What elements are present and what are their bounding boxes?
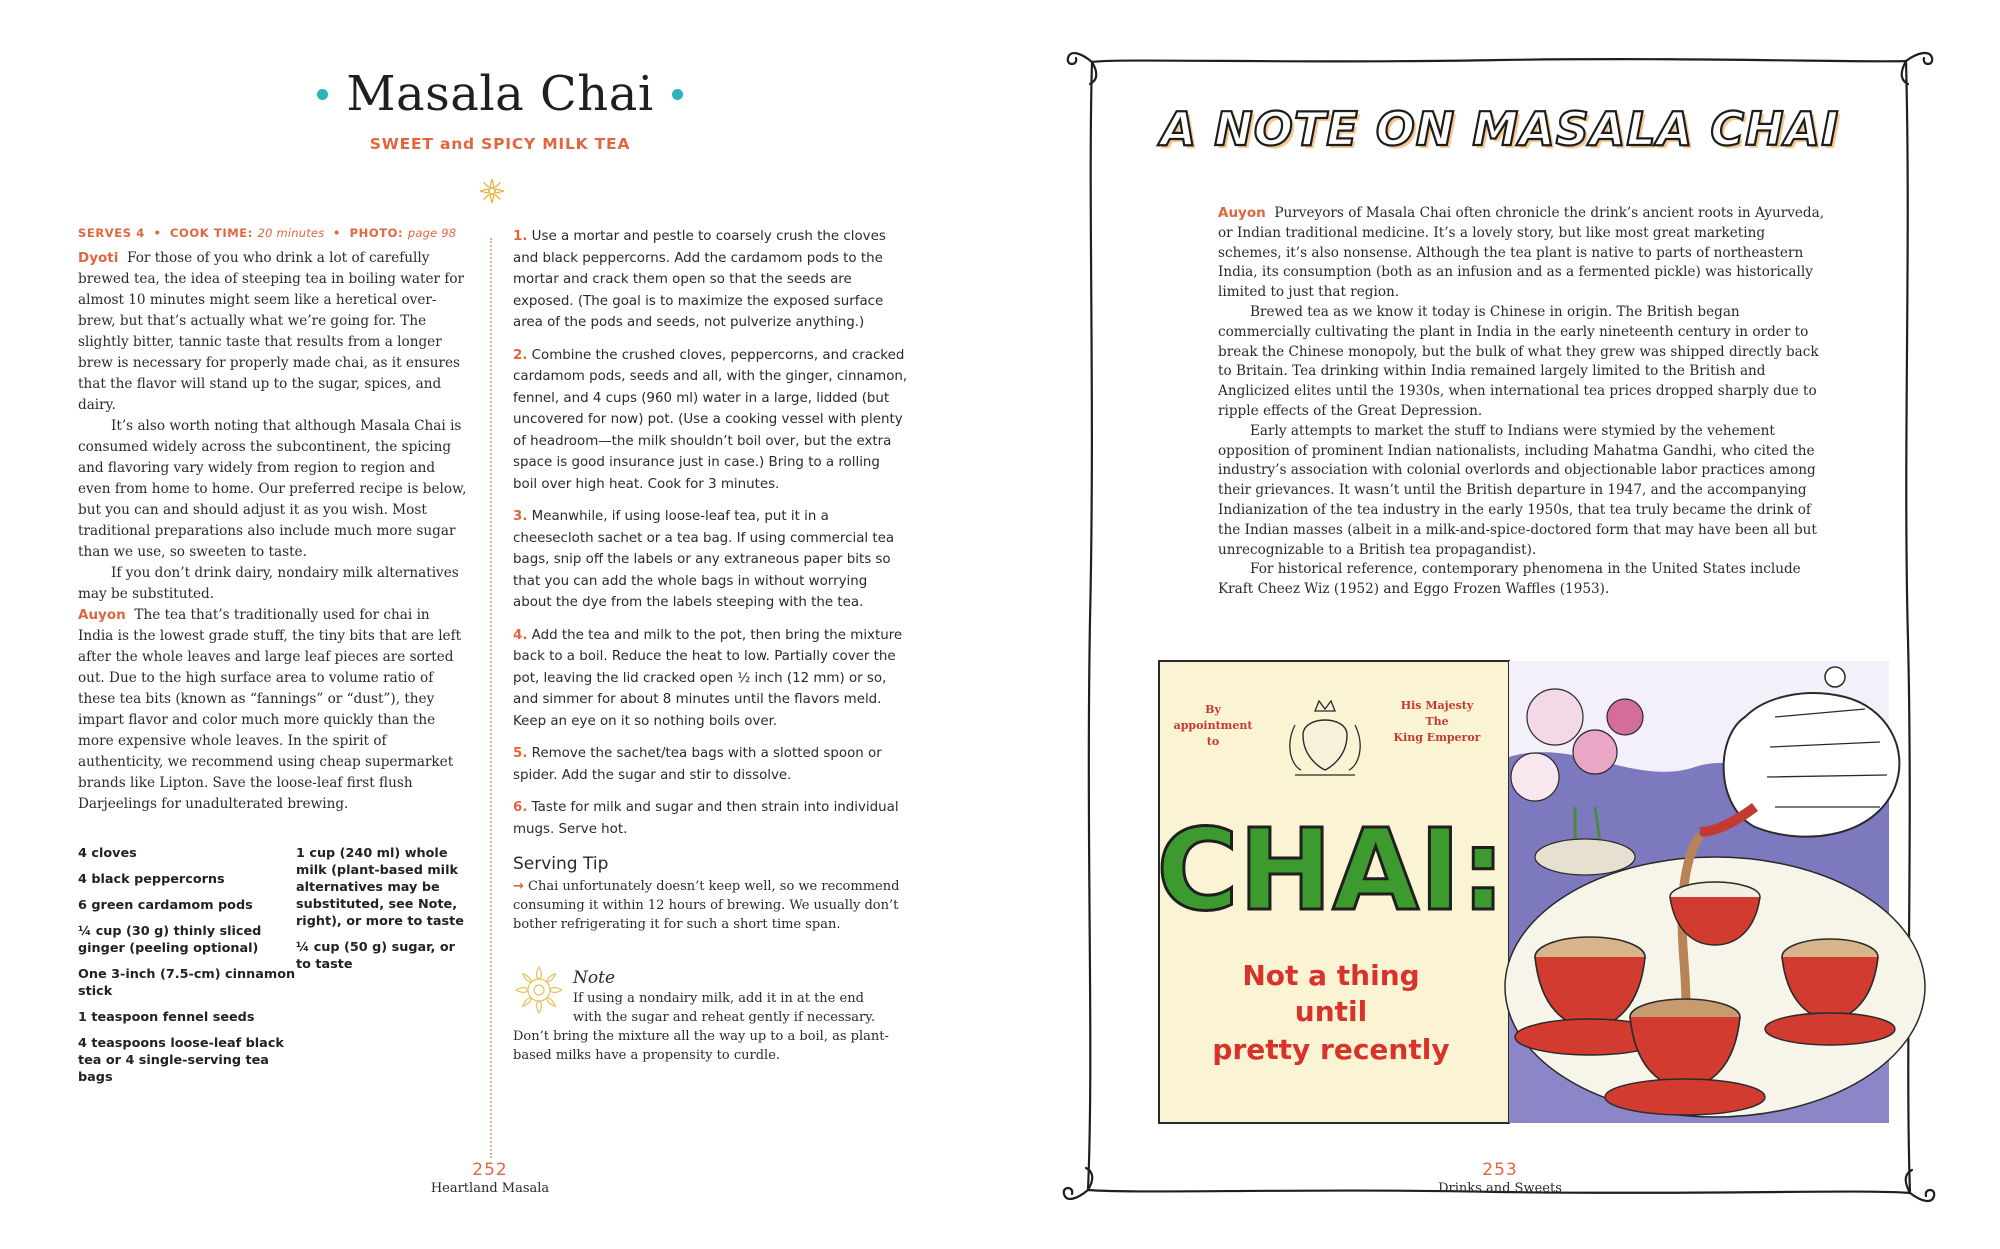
step-number: 4. [513, 627, 528, 643]
title-dot-right [672, 89, 683, 100]
ingredients-column-2 [296, 845, 466, 1095]
ingredients-list [78, 845, 468, 1095]
section-label: Heartland Masala [430, 1181, 550, 1196]
folio-right [1400, 1160, 1600, 1196]
right-page [1000, 0, 2000, 1249]
recipe-meta [78, 226, 468, 240]
intro-text [78, 248, 468, 815]
ingredient-item: 1 cup (240 ml) whole milk (plant-based milk alternatives may be substituted, see Note, right), or more to taste [296, 846, 464, 929]
poster-chai: CHAI: [1156, 806, 1506, 936]
photo-label: PHOTO: [349, 226, 404, 240]
ingredient-item: One 3-inch (7.5-cm) cinnamon stick [78, 967, 296, 999]
ingredient-item: ¼ cup (30 g) thinly sliced ginger (peeling optional) [78, 924, 262, 956]
note-title: Note [573, 968, 616, 988]
method-step [513, 797, 908, 840]
essay-paragraph-2: Brewed tea as we know it today is Chinese in origin. The British began commercially cultivating the plant in India in the early nineteenth century in order to break the Chinese monopoly, but the bulk of what they grew was shipped directly back to Britain. Tea drinking within India remained largely limited to the British and Anglicized elites until the 1930s, when international tea prices dropped sharply due to ripple effects of the Great Depression. [1218, 303, 1819, 419]
dyoti-paragraph-2: It’s also worth noting that although Masala Chai is consumed widely across the subcontinent, the spicing and flavoring vary widely from region to region and even from home to home. Our preferred recipe is below, but you can and should adjust it as you wish. Most traditional preparations also include much more sugar than we use, so sweeten to taste. [78, 418, 467, 560]
step-text: Taste for milk and sugar and then strain into individual mugs. Serve hot. [513, 800, 899, 837]
dyoti-paragraph-1 [78, 248, 468, 416]
poster-appointment: appointment [1173, 719, 1253, 732]
column-divider [490, 238, 492, 1158]
serving-tip-text [513, 877, 908, 934]
auyon-paragraph [78, 605, 468, 815]
method-step [513, 743, 908, 786]
step-number: 1. [513, 229, 528, 244]
ingredients-column-1 [78, 845, 296, 1095]
speaker-dyoti: Dyoti [78, 250, 119, 266]
poster-his-majesty: His Majesty [1400, 699, 1474, 712]
photo-page-link[interactable]: page 98 [407, 226, 457, 240]
recipe-subtitle: SWEET and SPICY MILK TEA [369, 135, 631, 153]
step-number: 2. [513, 347, 528, 363]
meta-bullet: • [153, 226, 162, 240]
step-text: Remove the sachet/tea bags with a slotted spoon or spider. Add the sugar and stir to dissolve. [513, 746, 882, 783]
cook-time-value: 20 minutes [257, 226, 325, 240]
ingredient-item: ¼ cup (50 g) sugar, or to taste [296, 940, 455, 972]
step-text: Meanwhile, if using loose-leaf tea, put it in a cheesecloth sachet or a tea bag. If using commercial tea bags, snip off the labels or any extraneous paper bits so that you can add the whole bags in without worrying about the dye from the labels steeping with the tea. [513, 509, 895, 610]
essay-paragraph-1 [1218, 204, 1830, 303]
method-step [513, 226, 908, 334]
ingredient-item: 1 teaspoon fennel seeds [78, 1010, 255, 1025]
method-step [513, 345, 908, 496]
note-heading: A NOTE ON MASALA CHAI [1160, 102, 1840, 156]
note-line-1: If using a nondairy milk, add it in at the end [573, 991, 864, 1006]
essay-text-1: Purveyors of Masala Chai often chronicle the drink’s ancient roots in Ayurveda, or Indian traditional medicine. It’s a lovely story, but like most great marketing schemes, it’s also nonsense. Although the tea plant is native to parts of northeastern India, its consumption (both as an infusion and as a fermented pickle) was historically limited to just that region. [1218, 205, 1825, 301]
dyoti-paragraph-3: If you don’t drink dairy, nondairy milk alternatives may be substituted. [78, 565, 459, 602]
page-number: 253 [1482, 1160, 1518, 1180]
step-number: 3. [513, 509, 528, 524]
note-line-2: with the sugar and reheat gently if necessary. [573, 1010, 876, 1025]
step-number: 6. [513, 800, 528, 815]
auyon-text: The tea that’s traditionally used for chai in India is the lowest grade stuff, the tiny bits that are left after the whole leaves and large leaf pieces are sorted out. Due to the high surface area to volume ratio of these tea bits (known as “fannings” or “dust”), they impart flavor and color much more quickly than the more expensive whole leaves. In the spirit of authenticity, we recommend using cheap supermarket brands like Lipton. Save the loose-leaf first flush Darjeelings for unadulterated brewing. [78, 607, 462, 812]
ingredient-item: 4 black peppercorns [78, 872, 225, 887]
step-text: Add the tea and milk to the pot, then bring the mixture back to a boil. Reduce the heat to low. Partially cover the pot, leaving the lid cracked open ½ inch (12 mm) or so, and simmer for about 8 minutes until the flavors meld. Keep an eye on it so nothing boils over. [513, 627, 903, 729]
ingredient-item: 4 cloves [78, 846, 137, 861]
page-number: 252 [472, 1160, 508, 1180]
flower-ornament-icon [478, 177, 506, 205]
serving-tip-body: Chai unfortunately doesn’t keep well, so we recommend consuming it within 12 hours of brewing. We usually don’t bother refrigerating it for such a short time span. [513, 879, 900, 932]
step-text: Use a mortar and pestle to coarsely crush the cloves and black peppercorns. Add the cardamom pods to the mortar and crack them open so that the seeds are exposed. (The goal is to maximize the exposed surface area of the pods and seeds, not pulverize anything.) [513, 229, 886, 330]
dyoti-text-1: For those of you who drink a lot of carefully brewed tea, the idea of steeping tea in boiling water for almost 10 minutes might seem like a heretical over-brew, but that’s actually what we’re going for. The slightly bitter, tannic taste that results from a longer brew is necessary for properly made chai, as it ensures that the flavor will stand up to the sugar, spices, and dairy. [78, 250, 465, 413]
recipe-title: Masala Chai [346, 66, 654, 122]
poster-to: to [1206, 735, 1220, 748]
chai-illustration [1155, 657, 1950, 1129]
recipe-title-row [0, 66, 1000, 122]
meta-bullet: • [333, 226, 341, 240]
cook-time-label: COOK TIME: [170, 226, 253, 240]
section-label: Drinks and Sweets [1438, 1181, 1562, 1196]
intro-column [78, 226, 468, 1095]
ingredient-item: 6 green cardamom pods [78, 898, 253, 913]
method-step [513, 506, 908, 614]
poster-by: By [1205, 703, 1221, 716]
note-box [513, 968, 908, 1065]
step-text: Combine the crushed cloves, peppercorns, and cracked cardamom pods, seeds and all, with the ginger, cinnamon, fennel, and 4 cups (960 ml) water in a large, lidded (but uncovered for now) pot. (Use a cooking vessel with plenty of headroom—the milk shouldn’t boil over, but the extra space is good insurance just in case.) Bring to a rolling boil over high heat. Cook for 3 minutes. [513, 347, 908, 492]
serving-tip-title: Serving Tip [513, 854, 609, 874]
poster-tagline-1: Not a thing [1242, 959, 1420, 992]
note-line-3: Don’t bring the mixture all the way up to a boil, as plant-based milks have a propensity to curdle. [513, 1029, 889, 1063]
title-dot-left [317, 89, 328, 100]
speaker-auyon: Auyon [78, 607, 126, 623]
note-text [513, 989, 908, 1065]
method-column [513, 226, 908, 1065]
poster-the: The [1425, 715, 1449, 728]
method-step [513, 625, 908, 733]
arrow-icon: → [513, 879, 524, 894]
essay-paragraph-4: For historical reference, contemporary phenomena in the United States include Kraft Cheez Wiz (1952) and Eggo Frozen Waffles (1953). [1218, 561, 1801, 598]
speaker-auyon-right: Auyon [1218, 205, 1266, 221]
ingredient-item: 4 teaspoons loose-leaf black tea or 4 single-serving tea bags [78, 1036, 284, 1085]
method-steps [513, 226, 908, 840]
poster-king-emperor: King Emperor [1393, 731, 1481, 744]
essay-text [1218, 204, 1830, 600]
serves-label: SERVES 4 [78, 226, 145, 240]
step-number: 5. [513, 746, 528, 761]
mandala-icon [513, 964, 565, 1016]
essay-paragraph-3: Early attempts to market the stuff to Indians were stymied by the vehement opposition of prominent Indian nationalists, including Mahatma Gandhi, who cited the industry’s association with colonial overlords and objectionable labor practices among their grievances. It wasn’t until the British departure in 1947, and the accompanying Indianization of the tea industry in the early 1950s, that tea truly became the drink of the Indian masses (albeit in a milk-and-spice-doctored form that may have been all but unrecognizable to a British tea propagandist). [1218, 422, 1817, 558]
folio-left [400, 1160, 580, 1196]
poster-tagline-3: pretty recently [1212, 1033, 1450, 1066]
poster-tagline-2: until [1294, 995, 1368, 1028]
